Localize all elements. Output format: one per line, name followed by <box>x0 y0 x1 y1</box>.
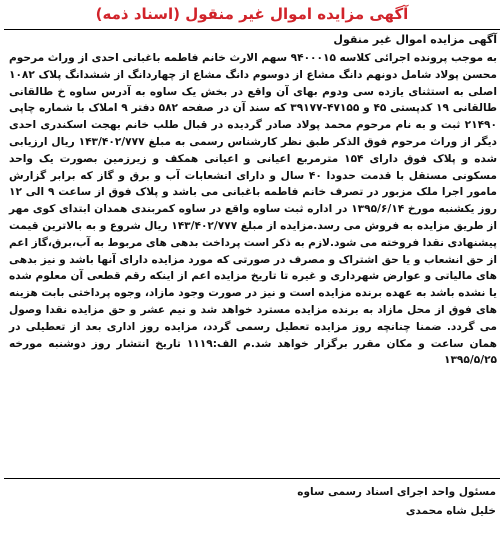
signature-office: مسئول واحد اجرای اسناد رسمی ساوه <box>297 486 496 498</box>
notice-frame <box>4 29 500 479</box>
notice-title: آگهی مزایده اموال غیر منقول (اسناد ذمه) <box>95 5 409 23</box>
notice-body: به موجب پرونده اجرائی کلاسه ۹۴۰۰۰۱۵ سهم الارث خانم فاطمه باغبانی احدی از وراث مرحوم محسن پولاد شامل دونهم دانگ مشاع از دوسوم دانگ مشاع از چهاردانگ از ششدانگ پلاک ۱۰۸۲ اصلی به استثنای یازده سی ودوم بهای آن واقع در بخش یک ساوه به آدرس ساوه خ طالقانی طالقانی ۱۹ کدپستی ۴۵ و ۴۷۱۵۵-۳۹۱۷۷ که سند آن در صفحه ۵۸۲ دفتر ۹ املاک با شماره چاپی ۲۱۴۹۰ ثبت و به نام مرحوم محمد پولاد صادر گردیده در قبال طلب خانم بهجت اسکندری احدی دیگر از وراث مرحوم فوق الذکر طبق نظر کارشناس رسمی به مبلغ ۱۴۳/۴۰۲/۷۷۷ ریال ارزیابی شده و پلاک فوق دارای ۱۵۴ مترمربع اعیانی و اعیانی همکف و زیرزمین بصورت یک واحد مسکونی مستقل با قدمت حدودا ۴۰ سال و دارای انشعابات آب و برق و گاز که برابر گزارش مامور اجرا ملک مزبور در تصرف خانم فاطمه باغبانی می باشد و پلاک فوق از ساعت ۹ الی ۱۲ روز یکشنبه مورخ ۱۳۹۵/۶/۱۴ در اداره ثبت ساوه واقع در ساوه کمربندی همدان ابتدای کوی مهر از طریق مزایده به فروش می رسد.مزایده از مبلغ ۱۴۳/۴۰۲/۷۷۷ ریال شروع و به بالاترین قیمت پیشنهادی نقدا فروخته می شود.لازم به ذکر است پرداخت بدهی های مربوط به آب،برق،گاز اعم از حق انشعاب و یا حق اشتراک و مصرف در صورتی که مورد مزایده دارای آنها باشد و نیز بدهی های مالیاتی و عوارض شهرداری و غیره تا تاریخ مزایده اعم از اینکه رقم قطعی آن معلوم شده یا نشده باشد به عهده برنده مزایده است و نیز در صورت وجود مازاد، وجوه پرداختی بابت هزینه های فوق از محل مازاد به برنده مزایده مسترد خواهد شد و نیم عشر و حق مزایده نقدا وصول می گردد. ضمنا چنانچه روز مزایده تعطیل رسمی گردد، مزایده روز اداری بعد از تعطیلی در همان ساعت و مکان مقرر برگزار خواهد شد.م الف:۱۱۱۹ تاریخ انتشار روز دوشنبه مورخه ۱۳۹۵/۵/۲۵ <box>9 52 497 367</box>
signature-name: خلیل شاه محمدی <box>405 505 496 517</box>
notice-heading: آگهی مزایده اموال غیر منقول <box>333 33 497 46</box>
